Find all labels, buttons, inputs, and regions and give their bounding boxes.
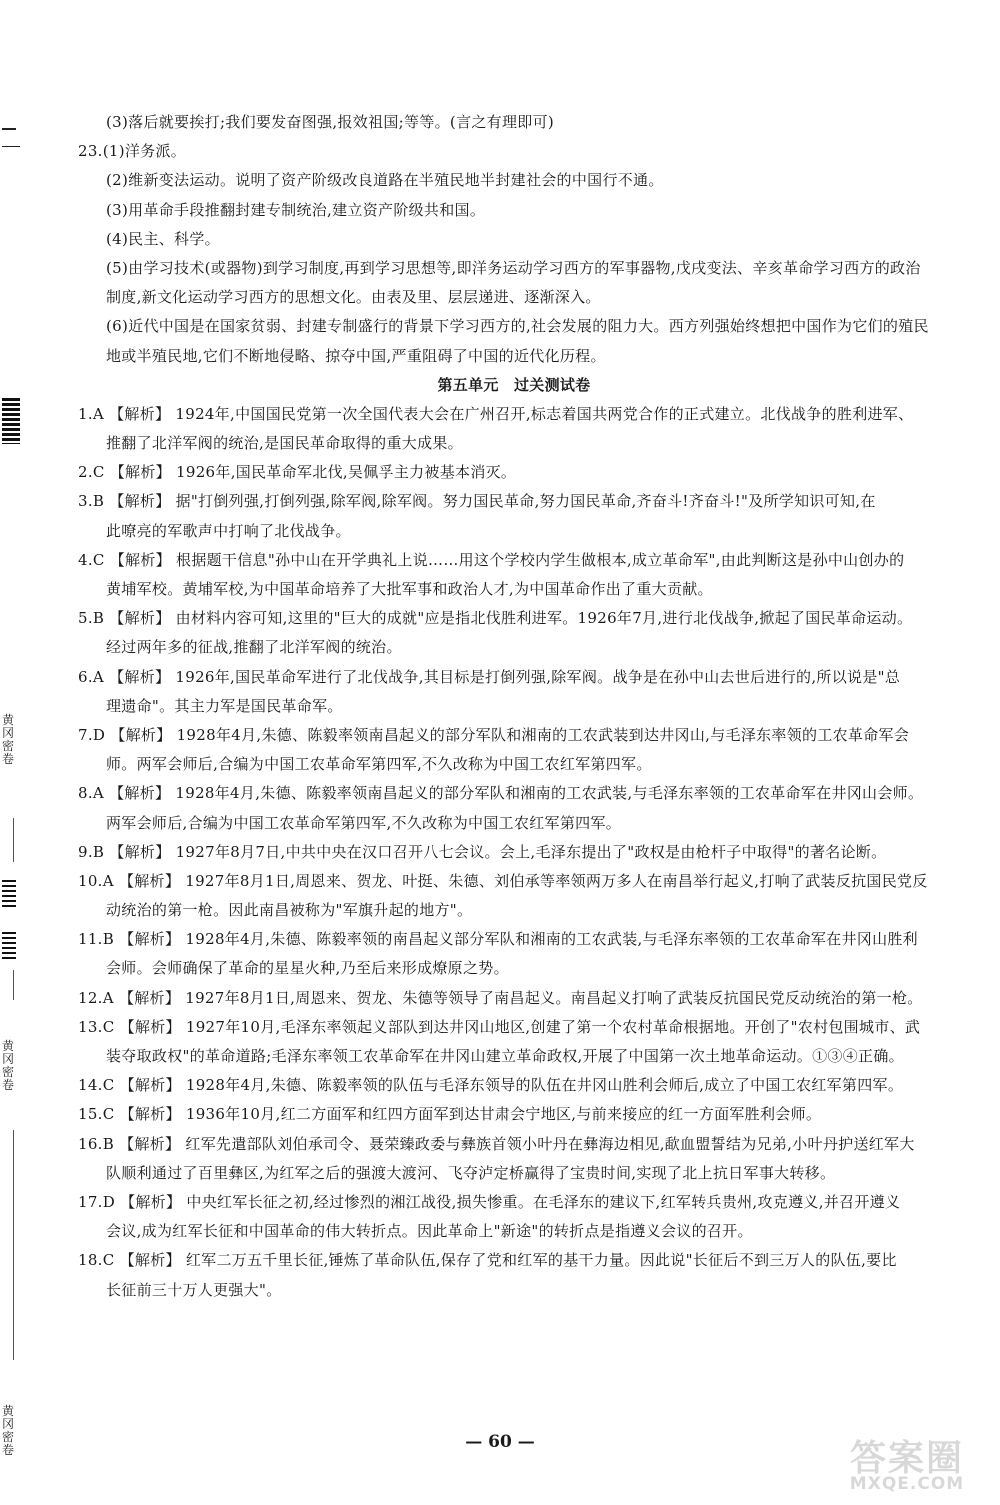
binding-margin bbox=[0, 0, 28, 1505]
text-line: (3)落后就要挨打;我们要发奋图强,报效祖国;等等。(言之有理即可) bbox=[106, 113, 555, 131]
text-line: 推翻了北洋军阀的统治,是国民革命取得的重大成果。 bbox=[106, 434, 463, 453]
margin-divider bbox=[13, 818, 14, 862]
margin-divider bbox=[13, 970, 14, 1000]
margin-mark bbox=[2, 128, 16, 130]
text-line: 18.C 【解析】 红军二万五千里长征,锤炼了革命队伍,保存了党和红军的基干力量。因此说"长征后不到三万人的队伍,要比 bbox=[78, 1251, 897, 1270]
text-line: (2)维新变法运动。说明了资产阶级改良道路在半殖民地半封建社会的中国行不通。 bbox=[106, 171, 664, 190]
text-line: 会议,成为红军长征和中国革命的伟大转折点。因此革命上"新途"的转折点是指遵义会议的召开。 bbox=[106, 1222, 753, 1241]
text-line: 2.C 【解析】 1926年,国民革命军北伐,吴佩孚主力被基本消灭。 bbox=[78, 463, 517, 482]
text-line: 两军会师后,合编为中国工农革命军第四军,不久改称为中国工农红军第四军。 bbox=[106, 813, 622, 832]
margin-label: 黄冈密卷 bbox=[2, 1404, 15, 1457]
text-line: 制度,新文化运动学习西方的思想文化。由表及里、层层递进、逐渐深入。 bbox=[106, 288, 601, 307]
text-line: 1.A 【解析】 1924年,中国国民党第一次全国代表大会在广州召开,标志着国共两党合作的正式建立。北伐战争的胜利进军、 bbox=[78, 404, 914, 423]
margin-label: 黄冈密卷 bbox=[2, 713, 15, 766]
text-line: 7.D 【解析】 1928年4月,朱德、陈毅率领南昌起义的部分军队和湘南的工农武装到达井冈山,与毛泽东率领的工农革命军会 bbox=[78, 725, 910, 744]
text-line: 动统治的第一枪。因此南昌被称为"军旗升起的地方"。 bbox=[106, 901, 473, 920]
text-line: 6.A 【解析】 1926年,国民革命军进行了北伐战争,其目标是打倒列强,除军阀。战争是在孙中山去世后进行的,所以说是"总 bbox=[78, 667, 901, 686]
text-line: 23.(1)洋务派。 bbox=[78, 142, 187, 161]
text-line: 17.D 【解析】 中央红军长征之初,经过惨烈的湘江战役,损失惨重。在毛泽东的建议下,红军转兵贵州,攻克遵义,并召开遵义 bbox=[78, 1192, 901, 1211]
text-line: 10.A 【解析】 1927年8月1日,周恩来、贺龙、叶挺、朱德、刘伯承等率领两万多人在南昌举行起义,打响了武装反抗国民党反 bbox=[78, 871, 928, 890]
text-line: 地或半殖民地,它们不断地侵略、掠夺中国,严重阻碍了中国的近代化历程。 bbox=[106, 346, 606, 365]
text-line: 理遗命"。其主力军是国民革命军。 bbox=[106, 696, 343, 715]
text-line: 15.C 【解析】 1936年10月,红二方面军和红四方面军到达甘肃会宁地区,与前来接应的红一方面军胜利会师。 bbox=[78, 1105, 822, 1124]
watermark-logo-text: 答案圈 bbox=[849, 1438, 964, 1479]
margin-barcode bbox=[2, 398, 20, 444]
text-line: 长征前三十万人更强大"。 bbox=[106, 1280, 282, 1299]
page-number: — 60 — bbox=[465, 1432, 535, 1452]
text-line: 队顺利通过了百里彝区,为红军之后的强渡大渡河、飞夺泸定桥赢得了宝贵时间,实现了北上抗日军事大转移。 bbox=[106, 1163, 836, 1182]
watermark-url: MXQE.COM bbox=[849, 1474, 965, 1494]
text-line: (5)由学习技术(或器物)到学习制度,再到学习思想等,即洋务运动学习西方的军事器物,戊戌变法、辛亥革命学习西方的政治 bbox=[106, 258, 921, 277]
margin-barcode bbox=[2, 932, 16, 962]
answer-content bbox=[78, 108, 950, 1305]
text-line: 16.B 【解析】 红军先遣部队刘伯承司令、聂荣臻政委与彝族首领小叶丹在彝海边相见,歃血盟誓结为兄弟,小叶丹护送红军大 bbox=[78, 1134, 915, 1153]
text-line: 装夺取政权"的革命道路;毛泽东率领工农革命军在井冈山建立革命政权,开展了中国第一次土地革命运动。①③④正确。 bbox=[106, 1047, 904, 1065]
margin-label: 黄冈密卷 bbox=[2, 1039, 15, 1092]
text-line: 8.A 【解析】 1928年4月,朱德、陈毅率领南昌起义的部分军队和湘南的工农武装,与毛泽东率领的工农革命军在井冈山会师。 bbox=[78, 784, 924, 803]
text-line: 9.B 【解析】 1927年8月7日,中共中央在汉口召开八七会议。会上,毛泽东提出了"政权是由枪杆子中取得"的著名论断。 bbox=[78, 842, 887, 861]
text-line: (4)民主、科学。 bbox=[106, 229, 220, 248]
text-line: (3)用革命手段推翻封建专制统治,建立资产阶级共和国。 bbox=[106, 200, 486, 219]
text-line: (6)近代中国是在国家贫弱、封建专制盛行的背景下学习西方的,社会发展的阻力大。西方列强始终想把中国作为它们的殖民 bbox=[106, 317, 929, 336]
text-line: 3.B 【解析】 据"打倒列强,打倒列强,除军阀,除军阀。努力国民革命,努力国民革命,齐奋斗!齐奋斗!"及所学知识可知,在 bbox=[78, 492, 876, 511]
text-line: 4.C 【解析】 根据题干信息"孙中山在开学典礼上说……用这个学校内学生做根本,成立革命军",由此判断这是孙中山创办的 bbox=[78, 550, 905, 569]
text-line: 会师。会师确保了革命的星星火种,乃至后来形成燎原之势。 bbox=[106, 959, 509, 978]
text-line: 14.C 【解析】 1928年4月,朱德、陈毅率领的队伍与毛泽东领导的队伍在井冈山胜利会师后,成立了中国工农红军第四军。 bbox=[78, 1076, 904, 1095]
margin-mark bbox=[2, 146, 20, 147]
text-line: 此嘹亮的军歌声中打响了北伐战争。 bbox=[106, 521, 351, 540]
text-line: 12.A 【解析】 1927年8月1日,周恩来、贺龙、朱德等领导了南昌起义。南昌起义打响了武装反抗国民党反动统治的第一枪。 bbox=[78, 988, 923, 1007]
text-line: 黄埔军校。黄埔军校,为中国革命培养了大批军事和政治人才,为中国革命作出了重大贡献。 bbox=[106, 580, 713, 598]
text-line: 13.C 【解析】 1927年10月,毛泽东率领起义部队到达井冈山地区,创建了第一个农村革命根据地。开创了"农村包围城市、武 bbox=[78, 1017, 921, 1036]
text-line: 经过两年多的征战,推翻了北洋军阀的统治。 bbox=[106, 638, 402, 657]
margin-divider bbox=[13, 1130, 14, 1360]
section-title: 第五单元 过关测试卷 bbox=[437, 375, 591, 394]
text-line: 11.B 【解析】 1928年4月,朱德、陈毅率领的南昌起义部分军队和湘南的工农武装,与毛泽东率领的工农革命军在井冈山胜利 bbox=[78, 930, 918, 949]
text-line: 5.B 【解析】 由材料内容可知,这里的"巨大的成就"应是指北伐胜利进军。1926年7月,进行北伐战争,掀起了国民革命运动。 bbox=[78, 609, 913, 628]
watermark-logo bbox=[822, 1430, 992, 1496]
text-line: 师。两军会师后,合编为中国工农革命军第四军,不久改称为中国工农红军第四军。 bbox=[106, 755, 652, 774]
margin-barcode bbox=[2, 880, 16, 910]
